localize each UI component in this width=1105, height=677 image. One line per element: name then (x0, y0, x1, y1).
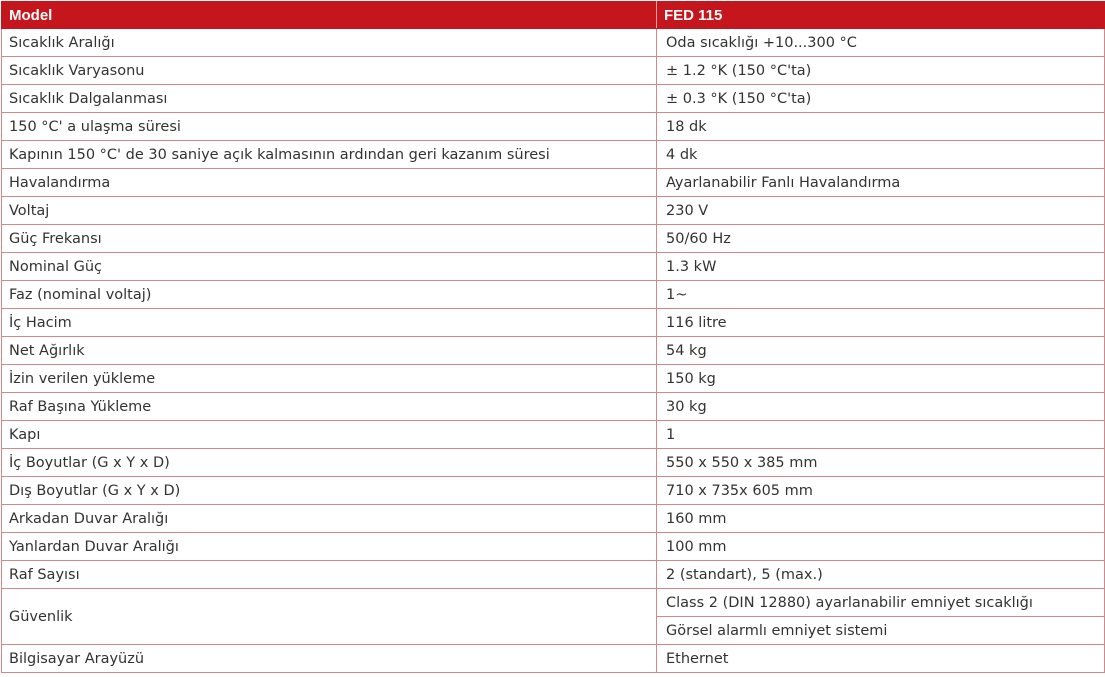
spec-label: Kapının 150 °C' de 30 saniye açık kalmasının ardından geri kazanım süresi (2, 141, 657, 169)
spec-value: 4 dk (657, 141, 1105, 169)
spec-label: Voltaj (2, 197, 657, 225)
table-row (2, 365, 1105, 393)
spec-label: İç Hacim (2, 309, 657, 337)
table-row (2, 477, 1105, 505)
table-row (2, 29, 1105, 57)
table-row (2, 393, 1105, 421)
spec-value: 30 kg (657, 393, 1105, 421)
table-row (2, 505, 1105, 533)
table-row (2, 169, 1105, 197)
spec-label: Kapı (2, 421, 657, 449)
spec-label: İzin verilen yükleme (2, 365, 657, 393)
table-row (2, 253, 1105, 281)
spec-label: Dış Boyutlar (G x Y x D) (2, 477, 657, 505)
spec-value: ± 0.3 °K (150 °C'ta) (657, 85, 1105, 113)
spec-value: 550 x 550 x 385 mm (657, 449, 1105, 477)
security-value-temperature: Class 2 (DIN 12880) ayarlanabilir emniyet sıcaklığı (657, 589, 1105, 617)
table-row (2, 281, 1105, 309)
table-row (2, 85, 1105, 113)
table-row (2, 533, 1105, 561)
table-row (2, 197, 1105, 225)
table-row (2, 113, 1105, 141)
table-row (2, 421, 1105, 449)
spec-value: Ayarlanabilir Fanlı Havalandırma (657, 169, 1105, 197)
spec-value: 1~ (657, 281, 1105, 309)
spec-label: Yanlardan Duvar Aralığı (2, 533, 657, 561)
spec-label: Bilgisayar Arayüzü (2, 645, 657, 673)
table-row (2, 309, 1105, 337)
spec-value: 100 mm (657, 533, 1105, 561)
spec-label: Raf Sayısı (2, 561, 657, 589)
spec-label: Net Ağırlık (2, 337, 657, 365)
spec-label: İç Boyutlar (G x Y x D) (2, 449, 657, 477)
header-fed-115: FED 115 (657, 2, 1105, 29)
security-value-alarm: Görsel alarmlı emniyet sistemi (657, 617, 1105, 645)
spec-value: 150 kg (657, 365, 1105, 393)
spec-label: 150 °C' a ulaşma süresi (2, 113, 657, 141)
spec-value: 50/60 Hz (657, 225, 1105, 253)
spec-label: Havalandırma (2, 169, 657, 197)
spec-value: 2 (standart), 5 (max.) (657, 561, 1105, 589)
spec-label: Sıcaklık Dalgalanması (2, 85, 657, 113)
header-model: Model (2, 2, 657, 29)
spec-label: Raf Başına Yükleme (2, 393, 657, 421)
header-row (2, 2, 1105, 29)
spec-label: Güç Frekansı (2, 225, 657, 253)
spec-label: Nominal Güç (2, 253, 657, 281)
spec-value: ± 1.2 °K (150 °C'ta) (657, 57, 1105, 85)
table-row (2, 645, 1105, 673)
table-row (2, 337, 1105, 365)
spec-label: Sıcaklık Varyasonu (2, 57, 657, 85)
spec-value: 1.3 kW (657, 253, 1105, 281)
spec-label: Arkadan Duvar Aralığı (2, 505, 657, 533)
table-row (2, 449, 1105, 477)
spec-label: Faz (nominal voltaj) (2, 281, 657, 309)
spec-value: 116 litre (657, 309, 1105, 337)
spec-value: 1 (657, 421, 1105, 449)
spec-value: 18 dk (657, 113, 1105, 141)
spec-value: 230 V (657, 197, 1105, 225)
spec-value: 710 x 735x 605 mm (657, 477, 1105, 505)
table-row (2, 141, 1105, 169)
spec-label: Sıcaklık Aralığı (2, 29, 657, 57)
spec-value: 160 mm (657, 505, 1105, 533)
table-row (2, 57, 1105, 85)
table-row (2, 225, 1105, 253)
table-row-security (2, 589, 1105, 617)
security-label: Güvenlik (2, 589, 657, 645)
spec-value: Oda sıcaklığı +10...300 °C (657, 29, 1105, 57)
spec-value: Ethernet (657, 645, 1105, 673)
spec-value: 54 kg (657, 337, 1105, 365)
spec-table (1, 1, 1105, 673)
table-row (2, 561, 1105, 589)
